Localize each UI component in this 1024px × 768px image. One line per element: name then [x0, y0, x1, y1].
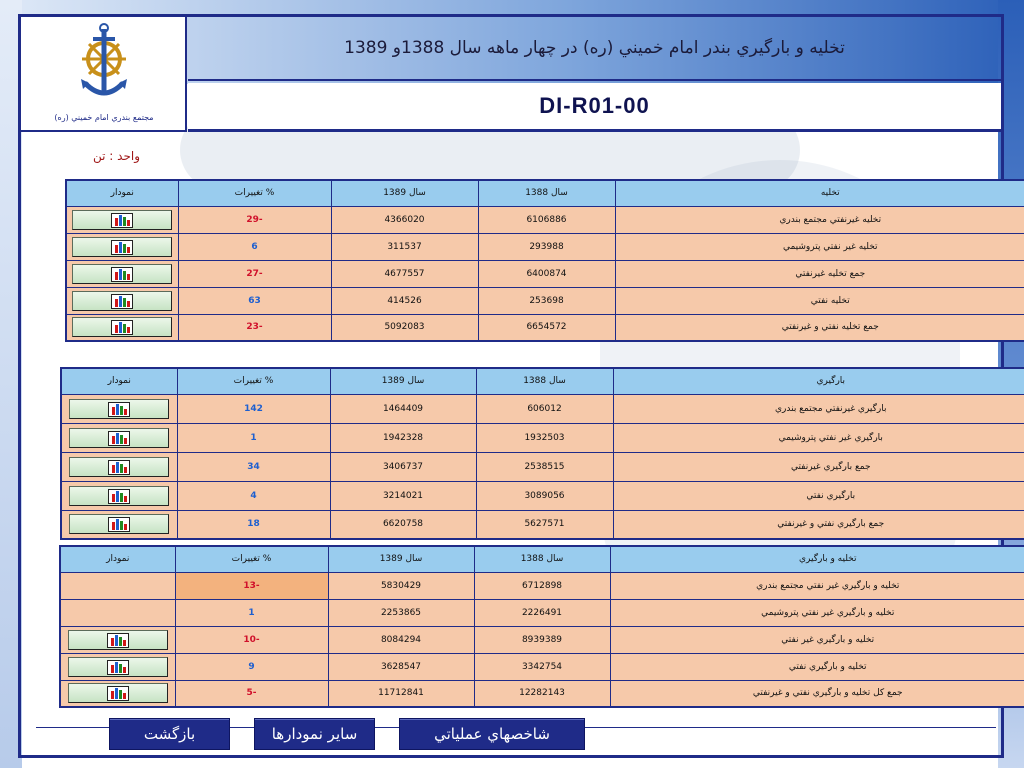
anchor-logo-icon	[79, 23, 129, 105]
value-1388-cell: 8939389	[474, 626, 610, 653]
row-label-cell: تخليه نفتي	[615, 287, 1024, 314]
table-row	[60, 599, 1024, 626]
other-charts-button[interactable]: ساير نمودارها	[254, 718, 375, 750]
value-1389-cell: 3406737	[330, 452, 476, 481]
column-header: % تغييرات	[175, 546, 328, 572]
back-button[interactable]: بازگشت	[109, 718, 230, 750]
column-header: سال 1388	[474, 546, 610, 572]
value-1389-cell: 5830429	[328, 572, 474, 599]
column-header: نمودار	[61, 368, 177, 394]
row-label-cell: تخليه و بارگيري غير نفتي پتروشيمي	[610, 599, 1024, 626]
chart-cell	[61, 423, 177, 452]
chart-button[interactable]	[69, 514, 169, 534]
chart-button[interactable]	[69, 428, 169, 448]
table-row	[66, 314, 1024, 341]
change-cell: 4	[177, 481, 330, 510]
row-label-cell: تخليه و بارگيري غير نفتي	[610, 626, 1024, 653]
value-1388-cell: 293988	[478, 233, 615, 260]
chart-cell	[61, 481, 177, 510]
table-row	[66, 233, 1024, 260]
change-cell: 1	[177, 423, 330, 452]
value-1388-cell: 6400874	[478, 260, 615, 287]
row-label-cell: جمع بارگيري غيرنفتي	[613, 452, 1024, 481]
value-1389-cell: 4677557	[331, 260, 478, 287]
chart-button[interactable]	[69, 457, 169, 477]
value-1389-cell: 311537	[331, 233, 478, 260]
row-label-cell: جمع تخليه غيرنفتي	[615, 260, 1024, 287]
value-1389-cell: 2253865	[328, 599, 474, 626]
value-1388-cell: 2538515	[476, 452, 613, 481]
value-1388-cell: 6106886	[478, 206, 615, 233]
bar-chart-icon	[111, 267, 133, 282]
table-row	[66, 260, 1024, 287]
column-header: نمودار	[60, 546, 175, 572]
row-label-cell: تخليه و بارگيري غير نفتي مجتمع بندري	[610, 572, 1024, 599]
chart-button[interactable]	[72, 264, 172, 284]
row-label-cell: تخليه غير نفتي پتروشيمي	[615, 233, 1024, 260]
unloading-table	[65, 179, 1024, 342]
chart-cell	[61, 394, 177, 423]
table-row	[61, 423, 1024, 452]
chart-cell	[66, 314, 178, 341]
column-header: سال 1389	[328, 546, 474, 572]
indicators-button[interactable]: شاخصهاي عملياتي	[399, 718, 585, 750]
table-row	[61, 481, 1024, 510]
change-cell: -29	[178, 206, 331, 233]
column-header: سال 1388	[476, 368, 613, 394]
logo-panel	[21, 17, 187, 132]
value-1388-cell: 12282143	[474, 680, 610, 707]
chart-cell	[60, 572, 175, 599]
row-label-cell: جمع بارگيري نفتي و غيرنفتي	[613, 510, 1024, 539]
chart-cell	[60, 626, 175, 653]
chart-cell	[66, 260, 178, 287]
value-1389-cell: 1464409	[330, 394, 476, 423]
table-header-row	[66, 180, 1024, 206]
column-header: % تغييرات	[177, 368, 330, 394]
chart-button[interactable]	[68, 683, 168, 703]
chart-cell	[66, 287, 178, 314]
change-cell: -23	[178, 314, 331, 341]
chart-button[interactable]	[72, 317, 172, 337]
table-row	[60, 680, 1024, 707]
table-row	[61, 452, 1024, 481]
column-header: بارگيري	[613, 368, 1024, 394]
title-bar	[188, 17, 1001, 81]
chart-button[interactable]	[68, 657, 168, 677]
bar-chart-icon	[108, 517, 130, 532]
chart-button[interactable]	[69, 486, 169, 506]
chart-cell	[60, 653, 175, 680]
value-1389-cell: 6620758	[330, 510, 476, 539]
chart-cell	[61, 510, 177, 539]
table-row	[60, 626, 1024, 653]
change-cell: 18	[177, 510, 330, 539]
chart-button[interactable]	[72, 210, 172, 230]
change-cell: 34	[177, 452, 330, 481]
column-header: سال 1389	[330, 368, 476, 394]
change-cell: -27	[178, 260, 331, 287]
change-cell: 142	[177, 394, 330, 423]
value-1389-cell: 5092083	[331, 314, 478, 341]
chart-button[interactable]	[72, 291, 172, 311]
logo-caption: مجتمع بندري امام خميني (ره)	[54, 113, 154, 122]
column-header: سال 1388	[478, 180, 615, 206]
loading-table	[60, 367, 1024, 540]
change-cell: 9	[175, 653, 328, 680]
value-1389-cell: 3214021	[330, 481, 476, 510]
change-cell: 1	[175, 599, 328, 626]
row-label-cell: تخليه و بارگيري نفتي	[610, 653, 1024, 680]
value-1389-cell: 4366020	[331, 206, 478, 233]
code-bar	[188, 83, 1001, 132]
row-label-cell: جمع تخليه نفتي و غيرنفتي	[615, 314, 1024, 341]
bar-chart-icon	[108, 431, 130, 446]
change-cell: 63	[178, 287, 331, 314]
table-row	[60, 653, 1024, 680]
chart-cell	[60, 680, 175, 707]
bar-chart-icon	[108, 460, 130, 475]
column-header: سال 1389	[331, 180, 478, 206]
value-1389-cell: 8084294	[328, 626, 474, 653]
row-label-cell: بارگيري نفتي	[613, 481, 1024, 510]
value-1389-cell: 1942328	[330, 423, 476, 452]
value-1388-cell: 5627571	[476, 510, 613, 539]
value-1388-cell: 606012	[476, 394, 613, 423]
column-header: تخليه و بارگيري	[610, 546, 1024, 572]
table-row	[60, 572, 1024, 599]
change-cell: 6	[178, 233, 331, 260]
change-cell: -13	[175, 572, 328, 599]
bar-chart-icon	[111, 294, 133, 309]
chart-button[interactable]	[69, 399, 169, 419]
value-1389-cell: 11712841	[328, 680, 474, 707]
value-1388-cell: 253698	[478, 287, 615, 314]
table-row	[61, 394, 1024, 423]
chart-button[interactable]	[72, 237, 172, 257]
bar-chart-icon	[107, 686, 129, 701]
row-label-cell: تخليه غيرنفتي مجتمع بندري	[615, 206, 1024, 233]
column-header: نمودار	[66, 180, 178, 206]
value-1388-cell: 3342754	[474, 653, 610, 680]
row-label-cell: جمع کل تخليه و بارگيري نفتي و غيرنفتي	[610, 680, 1024, 707]
change-cell: -10	[175, 626, 328, 653]
bar-chart-icon	[111, 240, 133, 255]
value-1388-cell: 6654572	[478, 314, 615, 341]
value-1389-cell: 3628547	[328, 653, 474, 680]
value-1389-cell: 414526	[331, 287, 478, 314]
chart-cell	[66, 206, 178, 233]
bar-chart-icon	[111, 320, 133, 335]
page-title: تخليه و بارگيري بندر امام خميني (ره) در چهار ماهه سال 1388و 1389	[344, 38, 845, 58]
bar-chart-icon	[108, 402, 130, 417]
chart-button[interactable]	[68, 630, 168, 650]
chart-cell	[66, 233, 178, 260]
row-label-cell: بارگيري غير نفتي پتروشيمي	[613, 423, 1024, 452]
row-label-cell: بارگيري غيرنفتي مجتمع بندري	[613, 394, 1024, 423]
bar-chart-icon	[107, 660, 129, 675]
chart-cell	[60, 599, 175, 626]
change-cell: -5	[175, 680, 328, 707]
table-row	[66, 287, 1024, 314]
table-row	[66, 206, 1024, 233]
bar-chart-icon	[111, 213, 133, 228]
column-header: تخليه	[615, 180, 1024, 206]
chart-cell	[61, 452, 177, 481]
value-1388-cell: 6712898	[474, 572, 610, 599]
table-header-row	[60, 546, 1024, 572]
bar-chart-icon	[107, 633, 129, 648]
unit-label: واحد : تن	[93, 149, 140, 163]
report-code: DI-R01-00	[539, 93, 650, 118]
value-1388-cell: 3089056	[476, 481, 613, 510]
bar-chart-icon	[108, 489, 130, 504]
table-row	[61, 510, 1024, 539]
table-header-row	[61, 368, 1024, 394]
value-1388-cell: 2226491	[474, 599, 610, 626]
value-1388-cell: 1932503	[476, 423, 613, 452]
column-header: % تغييرات	[178, 180, 331, 206]
total-table	[59, 545, 1024, 708]
